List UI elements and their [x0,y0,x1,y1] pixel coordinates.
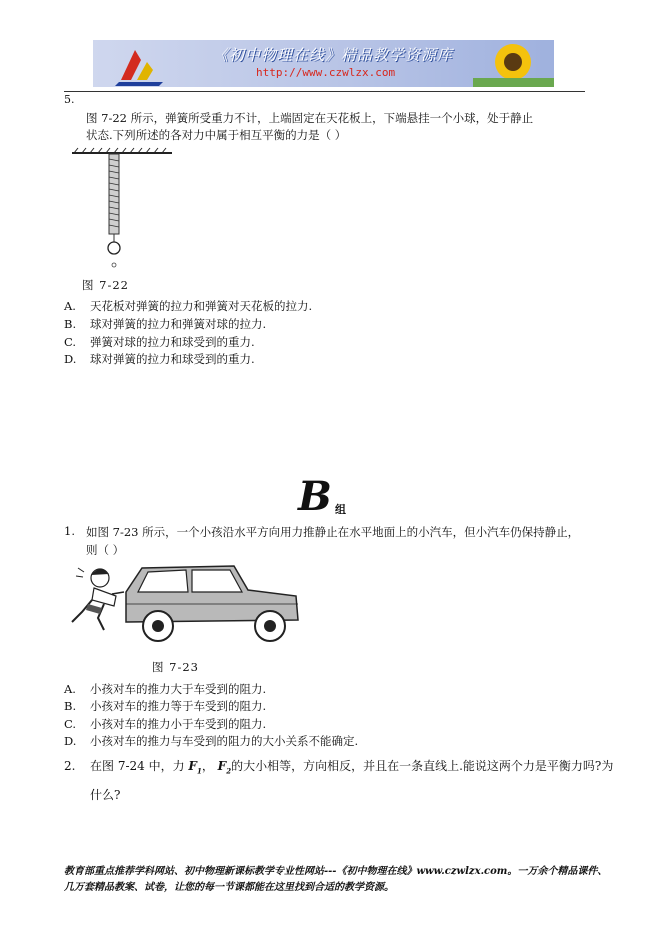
question-5-option-a [64,298,312,314]
question-b1-number: 1. [64,524,75,538]
option-letter: D. [64,734,77,748]
group-b-suffix: 组 [335,503,346,516]
footer-line2: 几万套精品教案、试卷，让您的每一节课都能在这里找到合适的教学资源。 [64,882,394,893]
option-letter: A. [64,682,76,696]
force-f1-symbol: $F_1$ [188,759,202,776]
question-5-option-c [64,334,255,350]
question-b2-line1 [64,757,613,775]
option-text: 小孩对车的推力等于车受到的阻力. [90,699,267,713]
question-b1-option-c [64,716,266,732]
figure-7-22-caption: 图 7-22 [82,278,129,292]
question-b1-stem-line2: 则（ ） [86,543,125,557]
footer-line1: 教育部重点推荐学科网站、初中物理新课标教学专业性网站---《初中物理在线》www.czwlzx.com。一万余个精品课件、 [64,866,608,877]
option-letter: B. [64,317,77,331]
figure-7-23-caption: 图 7-23 [152,660,199,674]
option-letter: B. [64,699,77,713]
option-text: 弹簧对球的拉力和球受到的重力. [90,335,255,349]
question-b1-option-b [64,698,266,714]
force-separator: ， [201,759,214,773]
force-f2-symbol: $F_2$ [217,759,232,776]
option-text: 小孩对车的推力大于车受到的阻力. [90,682,267,696]
banner-url[interactable]: http://www.czwlzx.com [256,66,396,79]
spring-ball-figure [64,145,174,275]
question-b2-line2: 什么? [90,788,121,802]
child-pushing-car-figure [64,560,304,646]
option-letter: A. [64,299,76,313]
header-banner [93,40,554,87]
sunflower-icon [473,40,554,87]
option-letter: C. [64,335,77,349]
group-b-letter: B [298,473,332,520]
question-b1-stem-line1: 如图 7-23 所示，一个小孩沿水平方向用力推静止在水平地面上的小汽车，但小汽车仍保持静止， [86,525,580,539]
question-5-option-b [64,316,266,332]
option-text: 小孩对车的推力与车受到的阻力的大小关系不能确定. [90,734,359,748]
option-text: 球对弹簧的拉力和弹簧对球的拉力. [90,317,267,331]
banner-title: 《初中物理在线》精品教学资源库 [213,46,454,64]
question-b1-option-a [64,681,266,697]
question-b2-number: 2. [64,759,76,773]
question-b1-option-d [64,733,358,749]
question-5-stem-line1: 图 7-22 所示，弹簧所受重力不计，上端固定在天花板上，下端悬挂一个小球，处于静止 [86,111,534,125]
option-text: 天花板对弹簧的拉力和弹簧对天花板的拉力. [90,299,313,313]
question-b2-prefix: 在图 7-24 中，力 [90,759,185,773]
question-5-number: 5. [64,93,75,106]
option-letter: D. [64,352,77,366]
option-text: 小孩对车的推力小于车受到的阻力. [90,717,267,731]
question-5-stem-line2: 状态.下列所述的各对力中属于相互平衡的力是（ ） [86,128,347,142]
question-b2-rest: 的大小相等，方向相反，并且在一条直线上.能说这两个力是平衡力吗?为 [231,759,614,773]
header-rule [64,91,585,92]
question-5-option-d [64,351,255,367]
option-letter: C. [64,717,77,731]
option-text: 球对弹簧的拉力和球受到的重力. [90,352,255,366]
